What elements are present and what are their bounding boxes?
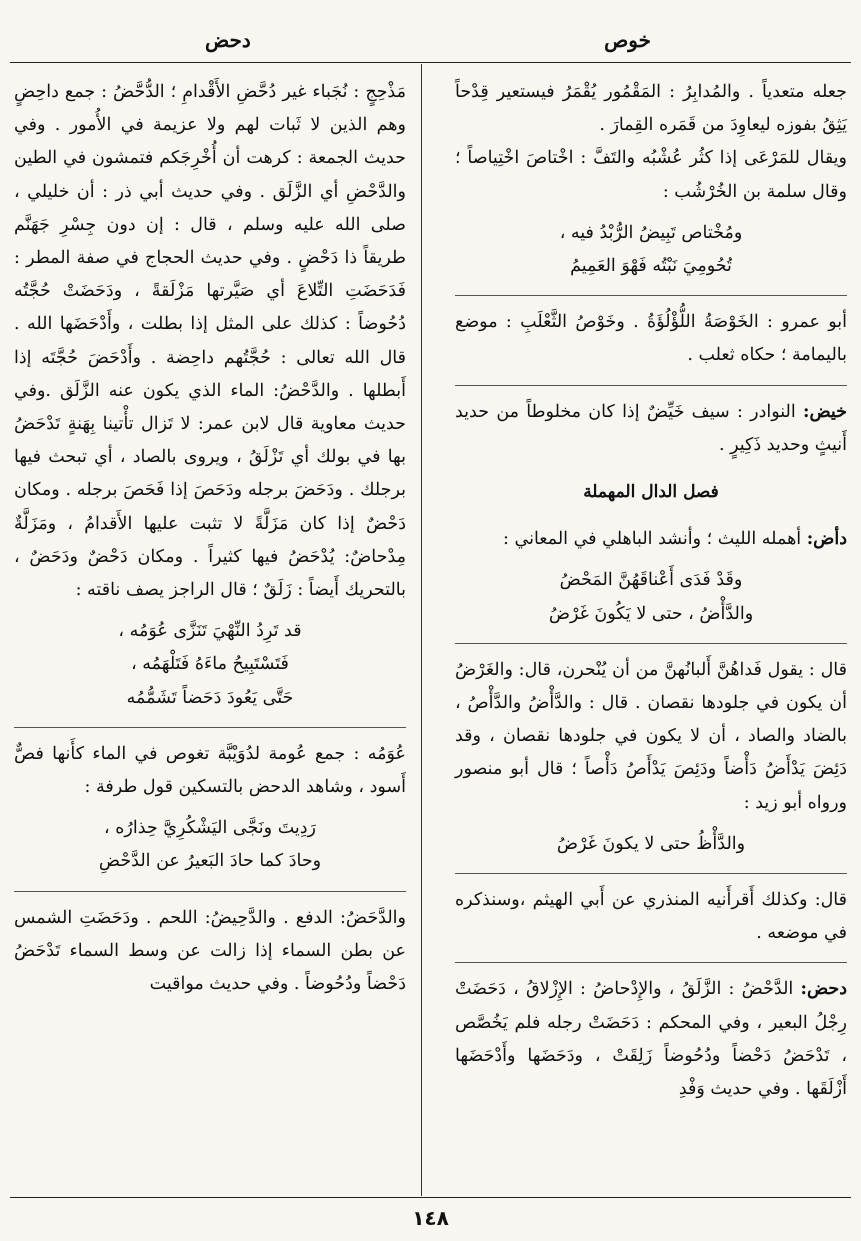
entry-headword: خيض:	[803, 401, 847, 422]
header-left-word: دحض	[205, 28, 251, 52]
paragraph: جعله متعدياً . والمُدابِرُ : المَقْمُور يُقْمَرُ فيستعير قِدْحاً يَثِقُ بفوزه ليعاوِدَ من قَمَره القِمارَ .	[455, 82, 847, 136]
paragraph: ويقال للمَرْعَى إذا كثُر عُشْبُه والتَفَّ : اخْتاصَ اخْتِياصاً ؛ وقال سلمة بن الخُرْشُب :	[455, 148, 847, 202]
verse	[455, 828, 847, 861]
bottom-rule	[10, 1197, 851, 1198]
entry-headword: دحض:	[800, 979, 847, 1000]
right-column	[455, 76, 847, 1106]
verse-line: تُحُومِيَ نَبْتُه فَهْوَ العَمِيمُ	[570, 256, 732, 277]
verse-line: حَتَّى يَعُودَ دَحَضاً تَشَمُّمُه	[126, 687, 294, 708]
entry-khyd	[455, 396, 847, 462]
verse-line: ومُخْتاص تَبِيضُ الرُّبْدُ فيه ،	[559, 222, 743, 243]
paragraph: قال : يقول فَداهُنَّ أَلبانُهنَّ من أن يُنْحرن، قال: والغَرْضُ أن يكون في جلودها نقصان . قال : والدَّأْضُ والدَّأْصُ ، بالضاد والصاد ، أن لا يكون في جلودها نقصان ، وقد دَئِضَ يَدْأَضُ دَأْضاً ودَئِصَ يَدْأَصُ دَأْصاً ؛ قال أبو منصور ورواه أبو زيد :	[455, 659, 847, 813]
header-right-word: خوص	[604, 28, 651, 52]
verse	[455, 564, 847, 630]
verse-line: فَتَسْتَبِيحُ ماءَهُ فَتَلْهَمُه ،	[131, 654, 289, 675]
column-divider	[421, 64, 422, 1196]
separator	[14, 891, 406, 892]
entry-body: النوادر : سيف خَيِّضٌ إذا كان مخلوطاً من حديد أَنيثٍ وحديد ذَكِيرٍ .	[455, 401, 847, 455]
entry-headword: دأض:	[806, 529, 847, 550]
entry-body: أهمله الليث ؛ وأنشد الباهلي في المعاني :	[503, 529, 807, 550]
separator	[14, 727, 406, 728]
verse	[455, 217, 847, 283]
verse-line: وقَدْ فَدَى أَعْناقَهُنَّ المَحْضُ	[559, 570, 743, 591]
left-column	[14, 76, 406, 1001]
paragraph: مَذْحِجٍ : نُجَباء غير دُحَّضِ الأَقْدامِ ؛ الدُّحَّضُ : جمع داحِضٍ وهم الذين لا ثَبات لهم ولا عزيمة في الأُمور . وفي حديث الجمعة : كرهت أن أُخْرِجَكم فتمشون في الطين والدَّحْضِ أي الزَّلَق . وفي حديث أبي ذر : أن خليلي ، صلى الله عليه وسلم ، قال : إن دون جِسْرِ جَهَنَّم طريقاً ذا دَحْضٍ . وفي حديث الحجاج في صفة المطر : فَدَحَضَتِ التِّلاعَ أي صَيَّرتها مَزْلَقةً ، ودَحَضَتْ حُجَّتُه دُحُوضاً : كذلك على المثل إذا بطلت ، وأَدْحَضَها الله . قال الله تعالى : حُجَّتُهم داحِضة . وأَدْحَضَ حُجَّتَه إذا أَبطلها . والدَّحْضُ: الماء الذي يكون عنه الزَّلَق .وفي حديث معاوية قال لابن عمر: لا تَزال تأْتينا بِهَنةٍ تَدْحَضُ بها في بولك أي تَزْلَقُ ، ويروى بالصاد ، أي تبحث فيها برجلك . ودَحَضَ برجله ودَحَصَ إذا فَحَصَ برجله . ومكان دَحْضٌ إذا كان مَزَلَّةً لا تثبت عليها الأَقدامُ ، ومَزَلَّةٌ مِدْحاضٌ: يُدْحَضُ فيها كثيراً . ومكان دَحْضٌ ودَحَضٌ ، بالتحريك أَيضاً : زَلَقٌ ؛ قال الراجز يصف ناقته :	[14, 82, 406, 601]
entry-dhd	[455, 973, 847, 1106]
paragraph: عُوَمُه : جمع عُومة لدُوَيْبَّة تغوص في الماء كأَنها فصٌّ أَسود ، وشاهد الدحض بالتسكين قول طرفة :	[14, 743, 406, 798]
separator	[455, 295, 847, 296]
entry-body: الدَّحْضُ : الزَّلَقُ ، والإِدْحاضُ : الإِزْلاقُ ، دَحَضَتْ رِجْلُ البعير ، وفي المحكم : دَحَضَتْ رجله فلم يَخُصَّص ، تَدْحَضُ دَحْضاً ودُحُوضاً زَلِقَتْ ، ودَحَضَها وأَدْحَضَها أَزْلَقَها . وفي حديث وَفْدِ	[455, 979, 847, 1100]
separator	[455, 962, 847, 963]
entry-daad	[455, 523, 847, 556]
paragraph: قال: وكذلك أَقرأَنيه المنذري عن أَبي الهيثم ،وسنذكره في موضعه .	[455, 890, 847, 944]
verse-line: قد تَرِدُ النِّهْيَ تَنَزَّى عُوَمُه ،	[118, 621, 302, 642]
verse-line: والدَّأْظُ حتى لا يكونَ غَرْضُ	[556, 833, 746, 854]
paragraph: أبو عمرو : الخَوْصَةُ اللُّؤْلُؤَةُ . وخَوْصُ الثَّعْلَبِ : موضع باليمامة ؛ حكاه ثعلب .	[455, 312, 847, 366]
section-title: فصل الدال المهملة	[583, 482, 719, 503]
verse-line: والدَّأْضُ ، حتى لا يَكُونَ غَرْضُ	[548, 603, 754, 624]
verse-line: رَدِيتَ ونَجَّى اليَشْكُرِيَّ حِذارُه ،	[104, 818, 316, 839]
page-header	[0, 22, 861, 58]
verse-line: وحادَ كما حادَ البَعيرُ عن الدَّحْضِ	[98, 851, 322, 872]
separator	[455, 873, 847, 874]
verse	[14, 812, 406, 878]
separator	[455, 643, 847, 644]
separator	[455, 385, 847, 386]
paragraph: والدَّحَضُ: الدفع . والدَّحِيضُ: اللحم . ودَحَضَتِ الشمس عن بطن السماء إذا زالت عن وسط السماء تَدْحَضُ دَحْضاً ودُحُوضاً . وفي حديث مواقيت	[14, 907, 406, 995]
page-number: ١٤٨	[412, 1206, 449, 1230]
verse	[14, 615, 406, 715]
top-rule	[10, 62, 851, 63]
